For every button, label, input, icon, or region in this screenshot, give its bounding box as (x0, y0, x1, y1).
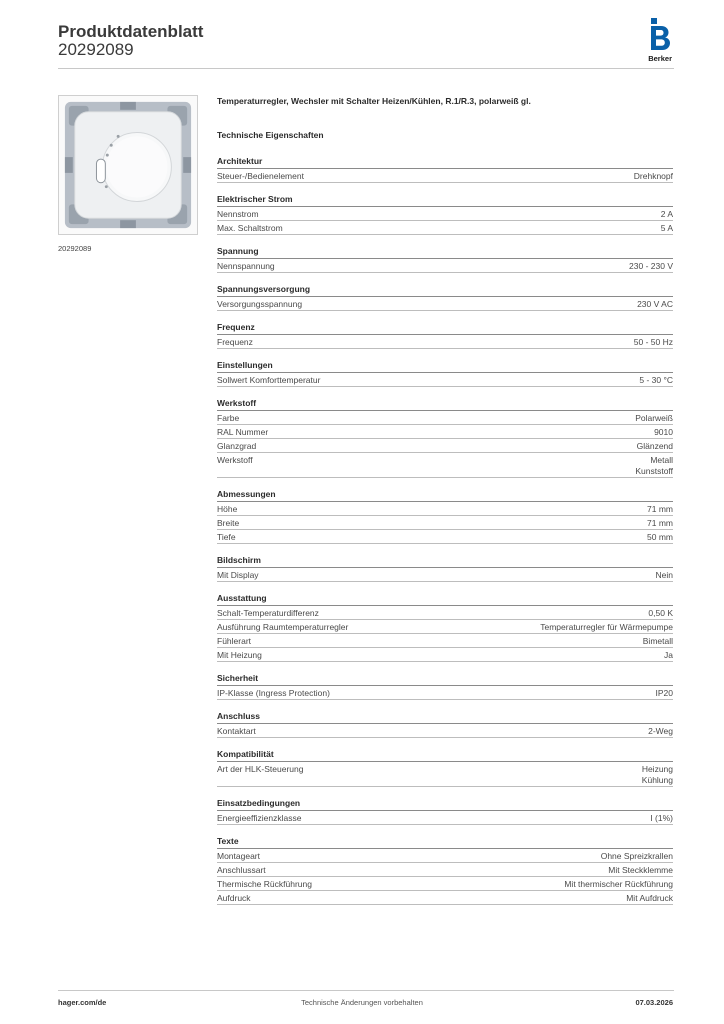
page-header (58, 20, 674, 70)
property-value: Mit Steckklemme (608, 865, 673, 875)
property-value: 50 mm (647, 532, 673, 542)
property-label: Energieeffizienzklasse (217, 813, 302, 823)
group-title: Kompatibilität (217, 749, 673, 762)
property-label: Schalt-Temperaturdifferenz (217, 608, 319, 618)
property-value: Metall Kunststoff (635, 455, 673, 476)
property-row (217, 425, 673, 439)
header-divider (58, 68, 674, 69)
property-row (217, 849, 673, 863)
property-label: Anschlussart (217, 865, 266, 875)
footer-website: hager.com/de (58, 998, 107, 1007)
property-group (217, 711, 673, 749)
property-group (217, 322, 673, 360)
property-label: Breite (217, 518, 240, 528)
property-group (217, 156, 673, 194)
property-row (217, 877, 673, 891)
property-label: Thermische Rückführung (217, 879, 312, 889)
property-row (217, 373, 673, 387)
thermostat-product-icon (59, 96, 197, 234)
berker-logo-icon (638, 18, 674, 52)
property-row (217, 606, 673, 620)
property-value: 5 - 30 °C (639, 375, 673, 385)
product-image (58, 95, 198, 235)
property-label: Werkstoff (217, 455, 253, 465)
property-group (217, 284, 673, 322)
property-row (217, 762, 673, 787)
property-row (217, 568, 673, 582)
property-value: 5 A (660, 223, 673, 233)
property-group (217, 194, 673, 246)
property-row (217, 297, 673, 311)
property-label: Nennspannung (217, 261, 275, 271)
property-value: Temperaturregler für Wärmepumpe (540, 622, 673, 632)
property-row (217, 411, 673, 425)
property-row (217, 502, 673, 516)
brand-name: Berker (648, 54, 672, 63)
property-row (217, 620, 673, 634)
property-label: Kontaktart (217, 726, 256, 736)
datasheet-content (217, 96, 673, 905)
product-description: Temperaturregler, Wechsler mit Schalter Heizen/Kühlen, R.1/R.3, polarweiß gl. (217, 96, 531, 106)
group-title: Werkstoff (217, 398, 673, 411)
group-title: Einsatzbedingungen (217, 798, 673, 811)
property-row (217, 259, 673, 273)
property-label: Höhe (217, 504, 238, 514)
property-value: Glänzend (636, 441, 673, 451)
property-group (217, 555, 673, 593)
property-row (217, 686, 673, 700)
property-row (217, 724, 673, 738)
property-value: IP20 (655, 688, 673, 698)
footer-note: Technische Änderungen vorbehalten (301, 998, 423, 1007)
property-value: Heizung Kühlung (641, 764, 673, 785)
property-groups (217, 156, 673, 905)
property-label: Tiefe (217, 532, 236, 542)
group-title: Ausstattung (217, 593, 673, 606)
property-row (217, 863, 673, 877)
group-title: Sicherheit (217, 673, 673, 686)
footer-divider (58, 990, 674, 991)
property-group (217, 489, 673, 555)
property-group (217, 749, 673, 798)
property-label: Montageart (217, 851, 260, 861)
property-label: Frequenz (217, 337, 253, 347)
property-row (217, 221, 673, 235)
property-value: 230 V AC (637, 299, 673, 309)
property-label: Mit Heizung (217, 650, 262, 660)
property-value: Bimetall (642, 636, 673, 646)
group-title: Einstellungen (217, 360, 673, 373)
property-value: 71 mm (647, 504, 673, 514)
property-label: Mit Display (217, 570, 259, 580)
property-value: Ja (664, 650, 673, 660)
property-value: 50 - 50 Hz (633, 337, 673, 347)
group-title: Spannungsversorgung (217, 284, 673, 297)
property-value: Polarweiß (635, 413, 673, 423)
property-row (217, 891, 673, 905)
group-title: Frequenz (217, 322, 673, 335)
property-label: Glanzgrad (217, 441, 257, 451)
property-row (217, 439, 673, 453)
property-row (217, 648, 673, 662)
property-value: Drehknopf (633, 171, 673, 181)
group-title: Architektur (217, 156, 673, 169)
group-title: Abmessungen (217, 489, 673, 502)
image-caption: 20292089 (58, 244, 92, 253)
document-title: Produktdatenblatt (58, 22, 204, 41)
property-row (217, 453, 673, 478)
property-label: Aufdruck (217, 893, 251, 903)
property-value: Mit thermischer Rückführung (564, 879, 673, 889)
property-label: IP-Klasse (Ingress Protection) (217, 688, 330, 698)
group-title: Anschluss (217, 711, 673, 724)
property-value: 2-Weg (648, 726, 673, 736)
property-label: Versorgungsspannung (217, 299, 303, 309)
property-label: RAL Nummer (217, 427, 269, 437)
property-row (217, 169, 673, 183)
property-value: I (1%) (650, 813, 673, 823)
property-row (217, 207, 673, 221)
property-row (217, 811, 673, 825)
property-label: Nennstrom (217, 209, 259, 219)
group-title: Bildschirm (217, 555, 673, 568)
document-number: 20292089 (58, 40, 134, 59)
property-value: Mit Aufdruck (626, 893, 673, 903)
property-group (217, 593, 673, 673)
group-title: Spannung (217, 246, 673, 259)
property-label: Max. Schaltstrom (217, 223, 283, 233)
property-value: 71 mm (647, 518, 673, 528)
property-value: 9010 (654, 427, 673, 437)
footer-date: 07.03.2026 (635, 998, 673, 1007)
property-group (217, 246, 673, 284)
property-value: 2 A (660, 209, 673, 219)
property-row (217, 516, 673, 530)
group-title: Elektrischer Strom (217, 194, 673, 207)
property-row (217, 335, 673, 349)
group-title: Texte (217, 836, 673, 849)
property-row (217, 530, 673, 544)
section-title: Technische Eigenschaften (217, 130, 324, 140)
property-label: Steuer-/Bedienelement (217, 171, 304, 181)
property-group (217, 673, 673, 711)
property-label: Ausführung Raumtemperaturregler (217, 622, 349, 632)
property-label: Sollwert Komforttemperatur (217, 375, 321, 385)
property-group (217, 398, 673, 489)
property-label: Art der HLK-Steuerung (217, 764, 304, 774)
property-row (217, 634, 673, 648)
property-label: Farbe (217, 413, 240, 423)
property-label: Fühlerart (217, 636, 252, 646)
property-group (217, 360, 673, 398)
property-group (217, 798, 673, 836)
property-value: Ohne Spreizkrallen (600, 851, 673, 861)
property-value: 0,50 K (648, 608, 673, 618)
property-value: Nein (655, 570, 673, 580)
property-group (217, 836, 673, 905)
property-value: 230 - 230 V (629, 261, 673, 271)
